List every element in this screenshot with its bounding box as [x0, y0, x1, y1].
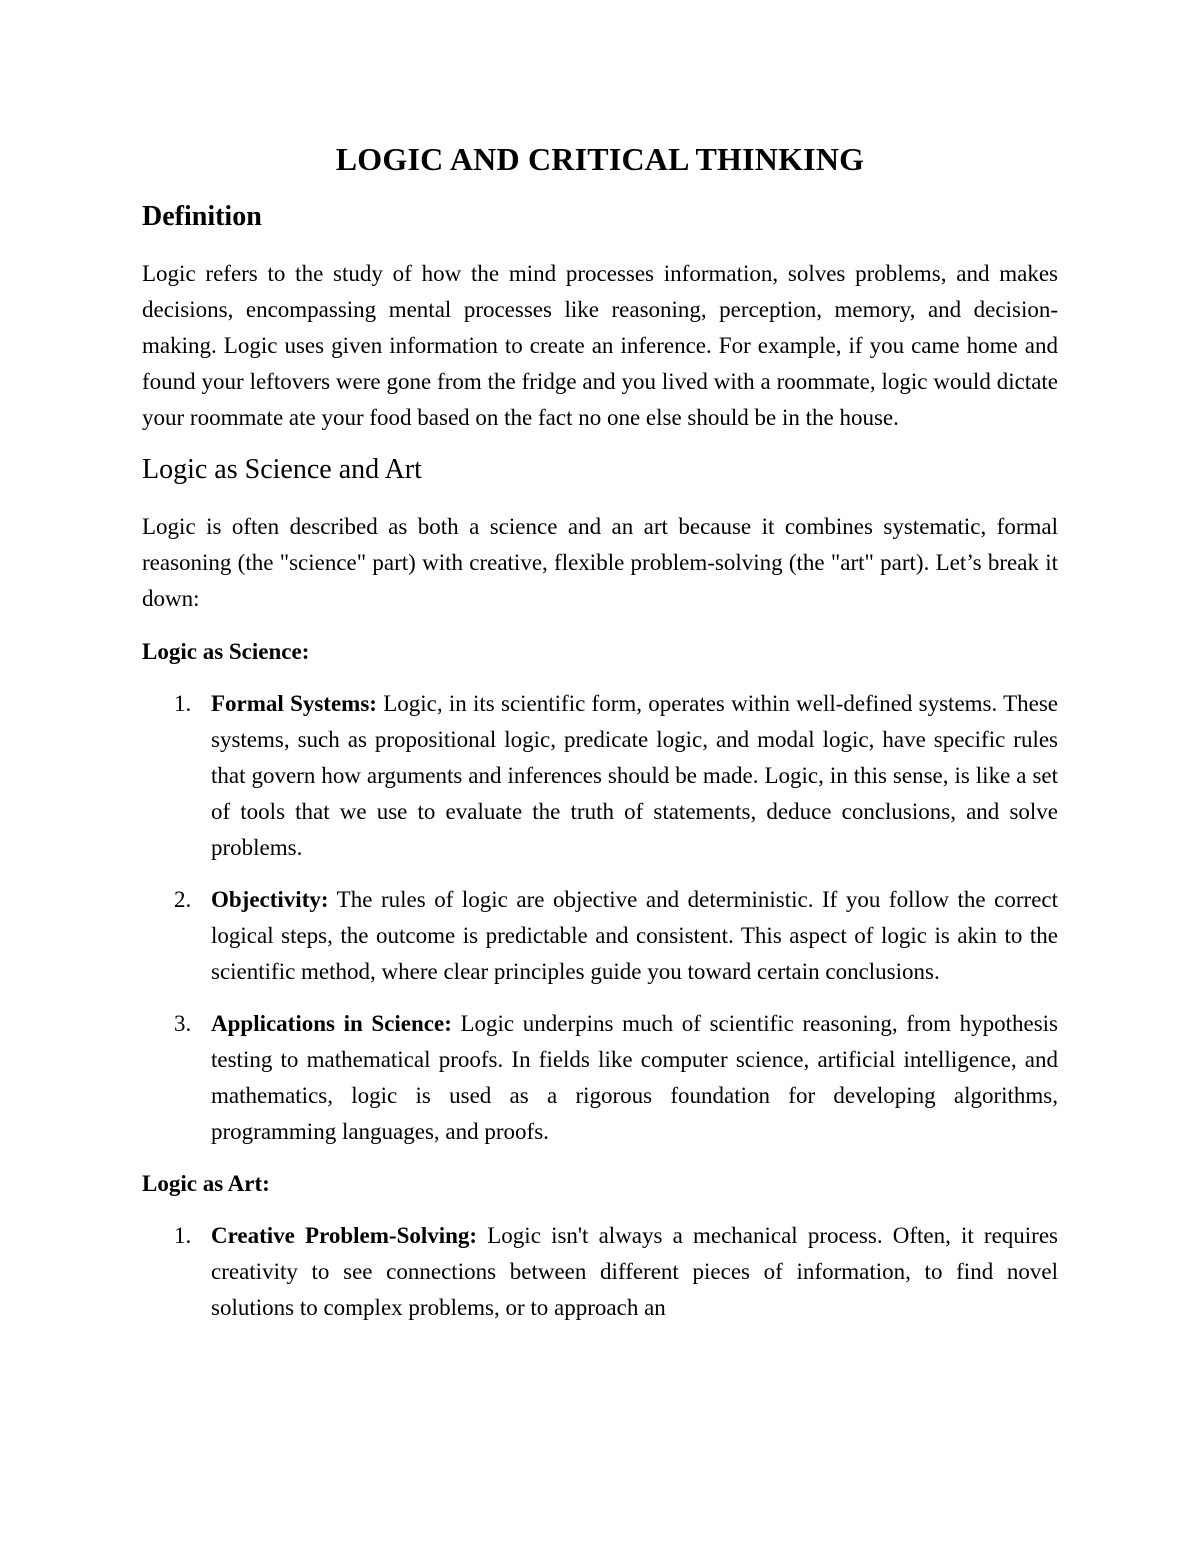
definition-heading: Definition: [142, 201, 262, 233]
science-and-art-heading: Logic as Science and Art: [142, 453, 422, 485]
list-item: [142, 686, 1058, 866]
list-item-text: Logic, in its scientific form, operates within well-defined systems. These systems, such as propositional logic, predicate logic, and modal logic, have specific rules that govern how arguments and inferences should be made. Logic, in this sense, is like a set of tools that we use to evaluate the truth of statements, deduce conclusions, and solve problems.: [211, 690, 1059, 860]
logic-as-art-heading: Logic as Art:: [142, 1170, 270, 1196]
list-item-number: 1.: [174, 690, 192, 716]
logic-as-science-list: [142, 686, 1058, 1150]
list-item-number: 2.: [174, 886, 192, 912]
science-and-art-paragraph: Logic is often described as both a science and an art because it combines systematic, formal reasoning (the "science" part) with creative, flexible problem-solving (the "art" part). Let’s break it down:: [142, 513, 1058, 611]
document-page: [142, 140, 1058, 1342]
list-item: [142, 1218, 1058, 1326]
list-item-text: Logic isn't always a mechanical process. Often, it requires creativity to see connections between different pieces of information, to find novel solutions to complex problems, or to approach an: [211, 1222, 1059, 1320]
document-title: LOGIC AND CRITICAL THINKING: [335, 141, 865, 177]
list-item-text: The rules of logic are objective and deterministic. If you follow the correct logical steps, the outcome is predictable and consistent. This aspect of logic is akin to the scientific method, where clear principles guide you toward certain conclusions.: [211, 886, 1058, 984]
list-item-text: Logic underpins much of scientific reasoning, from hypothesis testing to mathematical proofs. In fields like computer science, artificial intelligence, and mathematics, logic is used as a rigorous foundation for developing algorithms, programming languages, and proofs.: [211, 1010, 1058, 1144]
list-item-term: Formal Systems:: [211, 690, 377, 716]
logic-as-art-list: [142, 1218, 1058, 1326]
list-item: [142, 882, 1058, 990]
list-item-term: Creative Problem-Solving:: [211, 1222, 478, 1248]
list-item-number: 1.: [174, 1222, 192, 1248]
definition-paragraph: Logic refers to the study of how the mind processes information, solves problems, and makes decisions, encompassing mental processes like reasoning, perception, memory, and decision-making. Logic uses given information to create an inference. For example, if you came home and found your leftovers were gone from the fridge and you lived with a roommate, logic would dictate your roommate ate your food based on the fact no one else should be in the house.: [142, 260, 1058, 430]
list-item-number: 3.: [174, 1010, 192, 1036]
list-item-term: Objectivity:: [211, 886, 329, 912]
list-item-term: Applications in Science:: [211, 1010, 452, 1036]
list-item: [142, 1006, 1058, 1150]
logic-as-science-heading: Logic as Science:: [142, 638, 310, 664]
